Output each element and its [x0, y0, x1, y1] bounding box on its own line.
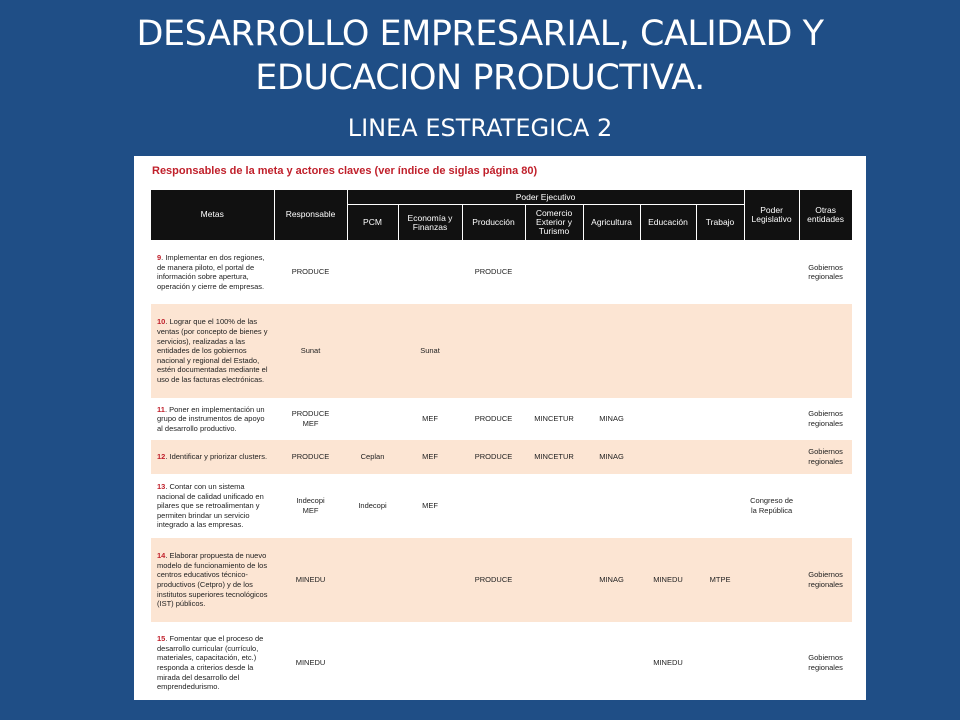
table-row — [151, 398, 852, 440]
header-economia-line-2: Finanzas — [412, 221, 448, 232]
slide-title-line-2: EDUCACION PRODUCTIVA. — [255, 58, 705, 98]
header-economia-line-1: Economía y — [407, 212, 453, 223]
responsable-cell — [274, 304, 347, 398]
meta-number: 10 — [157, 317, 166, 327]
responsable-line-1: PRODUCE — [291, 452, 330, 462]
responsable-cell — [274, 538, 347, 622]
agricultura-cell — [583, 474, 640, 538]
economia-cell — [398, 538, 462, 622]
legislativo-cell — [744, 440, 799, 474]
meta-text: . Fomentar que el proceso de desarrollo curricular (currículo, materiales, capacitación, etc.) responda a criterios desde la mirada del desarrollo del emprendedurismo. — [157, 634, 264, 692]
meta-text: . Implementar en dos regiones, de manera piloto, el portal de información sobre apertura, operación y cierre de empresas. — [157, 253, 265, 291]
otras-cell — [799, 622, 852, 700]
agricultura-cell: MINAG — [583, 398, 640, 440]
legislativo-cell — [744, 538, 799, 622]
responsable-line-1: PRODUCE — [291, 409, 330, 419]
table-row — [151, 240, 852, 304]
pcm-cell — [347, 304, 398, 398]
otras-line-2: regionales — [808, 419, 843, 428]
responsable-line-1: MINEDU — [295, 575, 326, 585]
meta-cell — [151, 474, 274, 538]
economia-cell: MEF — [398, 398, 462, 440]
pcm-cell — [347, 538, 398, 622]
otras-line-1: Gobiernos — [808, 409, 843, 419]
header-legislativo-line-1: Poder — [760, 204, 783, 215]
responsable-line-1: Indecopi — [296, 496, 325, 506]
produccion-cell: PRODUCE — [462, 440, 525, 474]
legislativo-cell — [744, 240, 799, 304]
slide-title-line-1: DESARROLLO EMPRESARIAL, CALIDAD Y — [136, 14, 824, 54]
meta-number: 11 — [157, 404, 165, 414]
header-produccion: Producción — [462, 205, 525, 241]
legislativo-cell — [744, 304, 799, 398]
meta-number: 12 — [157, 452, 166, 462]
table-panel — [134, 156, 866, 700]
responsibility-table — [151, 190, 853, 700]
header-metas: Metas — [151, 190, 274, 240]
trabajo-cell: MTPE — [696, 538, 744, 622]
otras-line-2: regionales — [808, 663, 843, 672]
otras-line-2: regionales — [808, 457, 843, 466]
header-poder-ejecutivo: Poder Ejecutivo — [347, 190, 744, 205]
agricultura-cell — [583, 622, 640, 700]
meta-cell — [151, 398, 274, 440]
meta-number: 13 — [157, 482, 166, 492]
agricultura-cell: MINAG — [583, 440, 640, 474]
otras-line-1: Gobiernos — [808, 262, 843, 272]
meta-number: 9 — [157, 253, 162, 263]
header-economia — [398, 205, 462, 241]
pcm-cell — [347, 240, 398, 304]
responsable-line-1: MINEDU — [295, 658, 326, 668]
trabajo-cell — [696, 240, 744, 304]
comercio-cell: MINCETUR — [525, 440, 583, 474]
meta-text: . Lograr que el 100% de las ventas (por concepto de bienes y servicios), realizadas a las entidades de los gobiernos nacional y regional del Estado, estén documentadas mediante el uso de las facturas electrónicas. — [157, 317, 268, 384]
responsable-line-2: MEF — [302, 419, 319, 428]
header-otras-entidades — [799, 190, 852, 240]
header-comercio-line-1: Comercio — [535, 208, 573, 218]
header-otras-line-1: Otras — [815, 204, 836, 215]
comercio-cell — [525, 622, 583, 700]
meta-text: . Identificar y priorizar clusters. — [165, 452, 268, 462]
otras-cell — [799, 538, 852, 622]
otras-cell — [799, 440, 852, 474]
responsable-cell — [274, 398, 347, 440]
legislativo-cell — [744, 474, 799, 538]
agricultura-cell: MINAG — [583, 538, 640, 622]
header-comercio — [525, 205, 583, 241]
slide-title — [0, 12, 960, 100]
comercio-cell: MINCETUR — [525, 398, 583, 440]
agricultura-cell — [583, 240, 640, 304]
produccion-cell: PRODUCE — [462, 398, 525, 440]
header-agricultura: Agricultura — [583, 205, 640, 241]
slide-subtitle: LINEA ESTRATEGICA 2 — [347, 114, 613, 142]
comercio-cell — [525, 304, 583, 398]
produccion-cell — [462, 474, 525, 538]
economia-cell: MEF — [398, 474, 462, 538]
educacion-cell — [640, 474, 696, 538]
pcm-cell: Ceplan — [347, 440, 398, 474]
header-poder-legislativo — [744, 190, 799, 240]
otras-line-1: Gobiernos — [808, 570, 843, 580]
responsable-cell — [274, 440, 347, 474]
responsable-cell — [274, 240, 347, 304]
otras-cell — [799, 398, 852, 440]
meta-cell — [151, 440, 274, 474]
educacion-cell — [640, 398, 696, 440]
comercio-cell — [525, 538, 583, 622]
economia-cell: Sunat — [398, 304, 462, 398]
trabajo-cell — [696, 304, 744, 398]
educacion-cell — [640, 240, 696, 304]
meta-text: . Elaborar propuesta de nuevo modelo de funcionamiento de los centros educativos técnico-productivos (Cetpro) y de los institutos superiores tecnológicos (IST) públicos. — [157, 551, 268, 609]
agricultura-cell — [583, 304, 640, 398]
trabajo-cell — [696, 622, 744, 700]
header-comercio-line-2: Exterior y — [536, 217, 572, 227]
header-trabajo: Trabajo — [696, 205, 744, 241]
otras-cell — [799, 240, 852, 304]
legislativo-line-1: Congreso de — [750, 496, 794, 506]
table-row — [151, 440, 852, 474]
meta-cell — [151, 240, 274, 304]
legislativo-cell — [744, 398, 799, 440]
produccion-cell: PRODUCE — [462, 240, 525, 304]
otras-line-1: Gobiernos — [808, 447, 843, 457]
header-legislativo-line-2: Legislativo — [751, 213, 792, 224]
trabajo-cell — [696, 440, 744, 474]
header-pcm: PCM — [347, 205, 398, 241]
educacion-cell — [640, 440, 696, 474]
responsable-line-2: MEF — [302, 506, 319, 515]
table-row — [151, 304, 852, 398]
responsable-line-1: Sunat — [300, 346, 321, 356]
educacion-cell: MINEDU — [640, 622, 696, 700]
economia-cell — [398, 240, 462, 304]
trabajo-cell — [696, 474, 744, 538]
pcm-cell — [347, 622, 398, 700]
table-row — [151, 538, 852, 622]
pcm-cell: Indecopi — [347, 474, 398, 538]
otras-cell — [799, 474, 852, 538]
comercio-cell — [525, 240, 583, 304]
educacion-cell — [640, 304, 696, 398]
meta-text: . Poner en implementación un grupo de instrumentos de apoyo al desarrollo productivo. — [157, 404, 265, 433]
header-comercio-line-3: Turismo — [538, 226, 570, 236]
otras-line-2: regionales — [808, 580, 843, 589]
table-caption: Responsables de la meta y actores claves (ver índice de siglas página 80) — [152, 165, 538, 177]
comercio-cell — [525, 474, 583, 538]
table-row — [151, 622, 852, 700]
header-educacion: Educación — [640, 205, 696, 241]
economia-cell — [398, 622, 462, 700]
produccion-cell — [462, 622, 525, 700]
meta-number: 14 — [157, 551, 166, 561]
meta-text: . Contar con un sistema nacional de calidad unificado en pilares que se retroalimentan y permiten brindar un servicio integrado a las empresas. — [157, 482, 264, 530]
responsable-line-1: PRODUCE — [291, 267, 330, 277]
pcm-cell — [347, 398, 398, 440]
table-row — [151, 474, 852, 538]
legislativo-cell — [744, 622, 799, 700]
economia-cell: MEF — [398, 440, 462, 474]
produccion-cell — [462, 304, 525, 398]
meta-cell — [151, 622, 274, 700]
otras-line-1: Gobiernos — [808, 653, 843, 663]
produccion-cell: PRODUCE — [462, 538, 525, 622]
responsable-cell — [274, 622, 347, 700]
otras-cell — [799, 304, 852, 398]
legislativo-line-2: la República — [750, 506, 793, 515]
educacion-cell: MINEDU — [640, 538, 696, 622]
header-responsable: Responsable — [274, 190, 347, 240]
meta-cell — [151, 538, 274, 622]
trabajo-cell — [696, 398, 744, 440]
header-otras-line-2: entidades — [807, 213, 845, 224]
responsable-cell — [274, 474, 347, 538]
meta-cell — [151, 304, 274, 398]
meta-number: 15 — [157, 634, 166, 644]
otras-line-2: regionales — [808, 272, 843, 282]
